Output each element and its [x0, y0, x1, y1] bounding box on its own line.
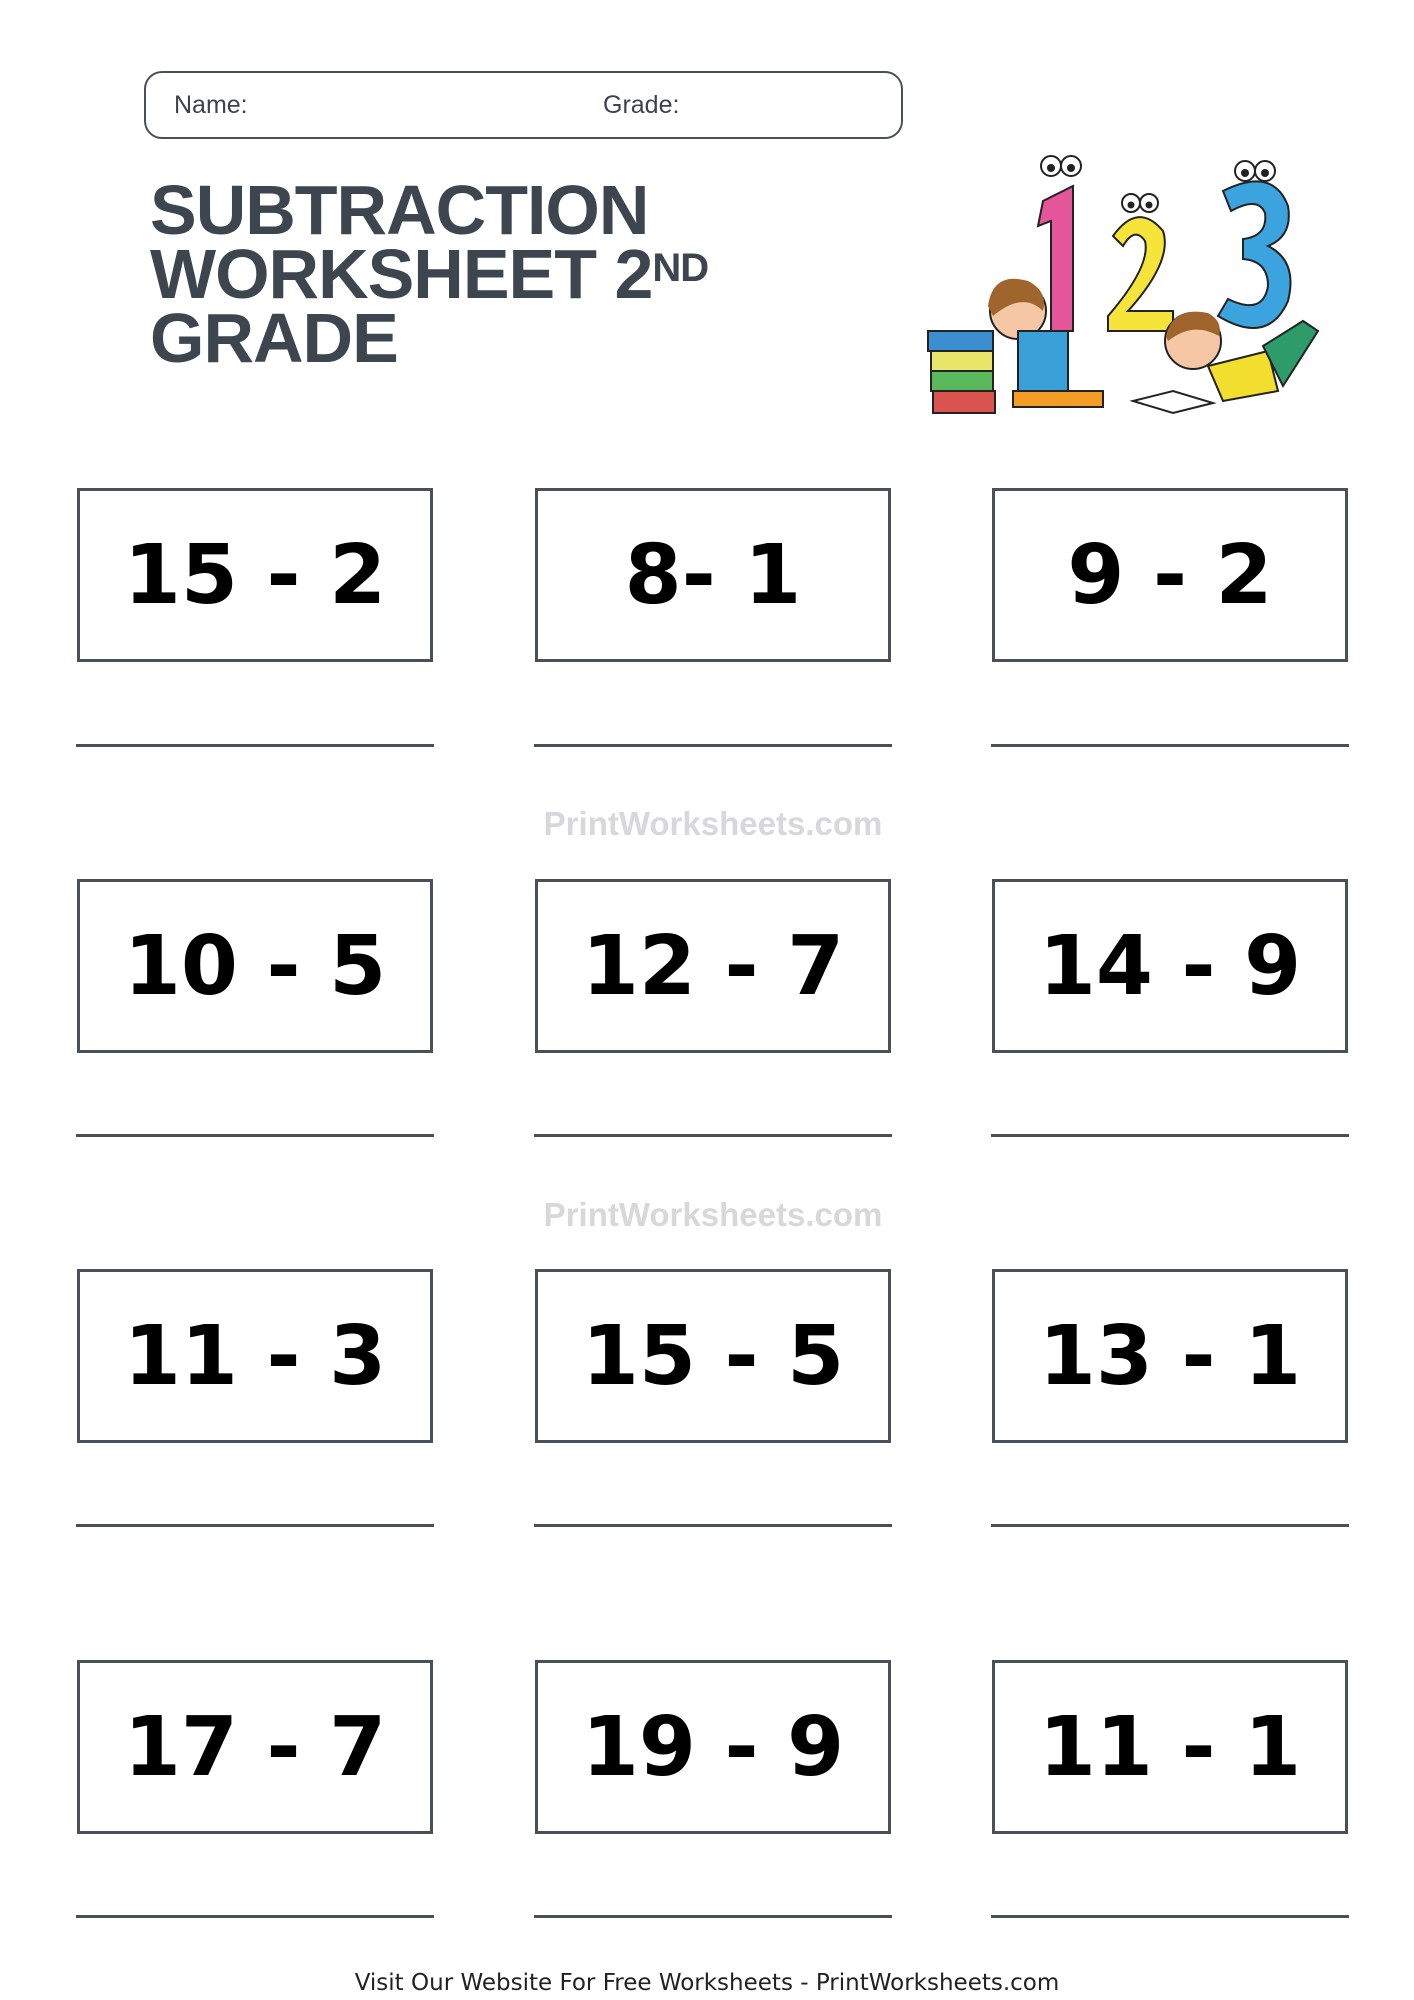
kids-numbers-illustration	[923, 141, 1337, 443]
title-line-1: SUBTRACTION	[150, 171, 649, 249]
answer-line[interactable]	[991, 1134, 1349, 1137]
problem-box: 11 - 1	[992, 1660, 1348, 1834]
name-label: Name:	[174, 91, 248, 119]
answer-line[interactable]	[991, 744, 1349, 747]
answer-line[interactable]	[534, 744, 892, 747]
footer-text: Visit Our Website For Free Worksheets - PrintWorksheets.com	[354, 1970, 1060, 1996]
problem-box: 11 - 3	[77, 1269, 433, 1443]
title-line-2: WORKSHEET 2	[150, 235, 653, 313]
answer-line[interactable]	[76, 744, 434, 747]
problem-box: 8- 1	[535, 488, 891, 662]
answer-line[interactable]	[991, 1915, 1349, 1918]
answer-line[interactable]	[534, 1524, 892, 1527]
problem-box: 14 - 9	[992, 879, 1348, 1053]
problem-box: 15 - 2	[77, 488, 433, 662]
page-title	[150, 171, 709, 377]
problem-box: 9 - 2	[992, 488, 1348, 662]
answer-line[interactable]	[76, 1524, 434, 1527]
books-stack-icon	[928, 331, 995, 413]
answer-line[interactable]	[76, 1134, 434, 1137]
title-superscript: ND	[652, 246, 709, 290]
problem-box: 12 - 7	[535, 879, 891, 1053]
number-two-character-icon	[1108, 194, 1173, 331]
watermark: PrintWorksheets.com	[543, 1196, 883, 1233]
number-three-character-icon	[1218, 161, 1291, 328]
title-line-3: GRADE	[150, 299, 398, 377]
girl-reading-icon	[988, 279, 1103, 407]
answer-line[interactable]	[534, 1915, 892, 1918]
name-grade-box	[144, 71, 903, 139]
problem-box: 13 - 1	[992, 1269, 1348, 1443]
problem-box: 17 - 7	[77, 1660, 433, 1834]
watermark: PrintWorksheets.com	[543, 805, 883, 842]
answer-line[interactable]	[991, 1524, 1349, 1527]
answer-line[interactable]	[76, 1915, 434, 1918]
problem-box: 15 - 5	[535, 1269, 891, 1443]
problem-box: 19 - 9	[535, 1660, 891, 1834]
grade-label: Grade:	[603, 91, 680, 119]
answer-line[interactable]	[534, 1134, 892, 1137]
problem-box: 10 - 5	[77, 879, 433, 1053]
